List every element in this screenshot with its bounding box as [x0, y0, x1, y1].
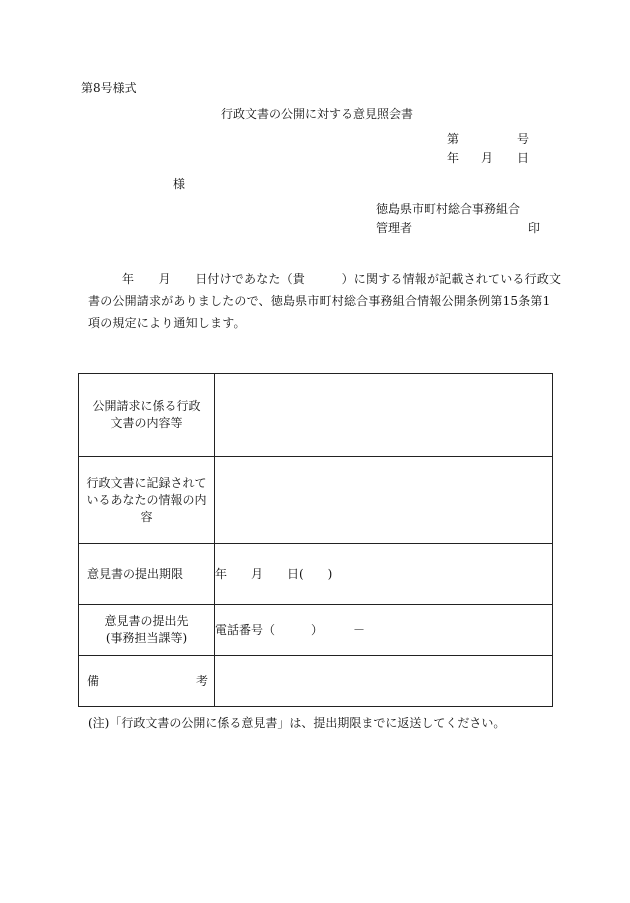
recorded-info-field[interactable]	[215, 457, 553, 544]
deadline-field[interactable]	[215, 544, 553, 605]
phone-number-text: 電話番号（ ） －	[215, 622, 366, 637]
sender-organization: 徳島県市町村総合事務組合	[376, 202, 521, 216]
notice-paragraph	[88, 268, 562, 334]
table-row	[79, 656, 553, 707]
date-year-label: 年	[447, 151, 460, 165]
seal-mark: 印	[528, 221, 541, 235]
submission-destination-label-line2: (事務担当課等)	[105, 631, 188, 645]
table-row	[79, 605, 553, 656]
remarks-label-left: 備	[87, 673, 100, 688]
table-row	[79, 457, 553, 544]
addressee-suffix: 様	[173, 177, 186, 191]
remarks-label	[79, 656, 215, 707]
doc-number-prefix: 第	[447, 132, 460, 146]
deadline-value: 年 月 日( )	[215, 566, 333, 581]
document-title: 行政文書の公開に対する意見照会書	[221, 107, 414, 121]
sender-title: 管理者	[376, 221, 413, 235]
recorded-info-label: 行政文書に記録されているあなたの情報の内容	[79, 457, 215, 544]
opinion-form-table	[78, 373, 553, 707]
remarks-field[interactable]	[215, 656, 553, 707]
request-content-field[interactable]	[215, 374, 553, 457]
notice-line-date: 年 月 日付けであなた（貴 ）に関する情報が記載されている行政文	[122, 272, 562, 286]
table-row	[79, 544, 553, 605]
phone-field[interactable]	[215, 605, 553, 656]
notice-line-rest: 書の公開請求がありましたので、徳島県市町村総合事務組合情報公開条例第15条第1項の規定により通知します。	[88, 294, 551, 330]
deadline-label: 意見書の提出期限	[79, 544, 215, 605]
footnote: (注)「行政文書の公開に係る意見書」は、提出期限までに返送してください。	[88, 716, 506, 730]
table-row	[79, 374, 553, 457]
date-day-label: 日	[517, 151, 530, 165]
submission-destination-label	[79, 605, 215, 656]
doc-number-suffix: 号	[517, 132, 530, 146]
date-month-label: 月	[481, 151, 494, 165]
remarks-label-right: 考	[195, 673, 208, 688]
form-number: 第8号様式	[81, 81, 137, 95]
request-content-label: 公開請求に係る行政文書の内容等	[79, 374, 215, 457]
submission-destination-label-line1: 意見書の提出先	[104, 614, 189, 628]
